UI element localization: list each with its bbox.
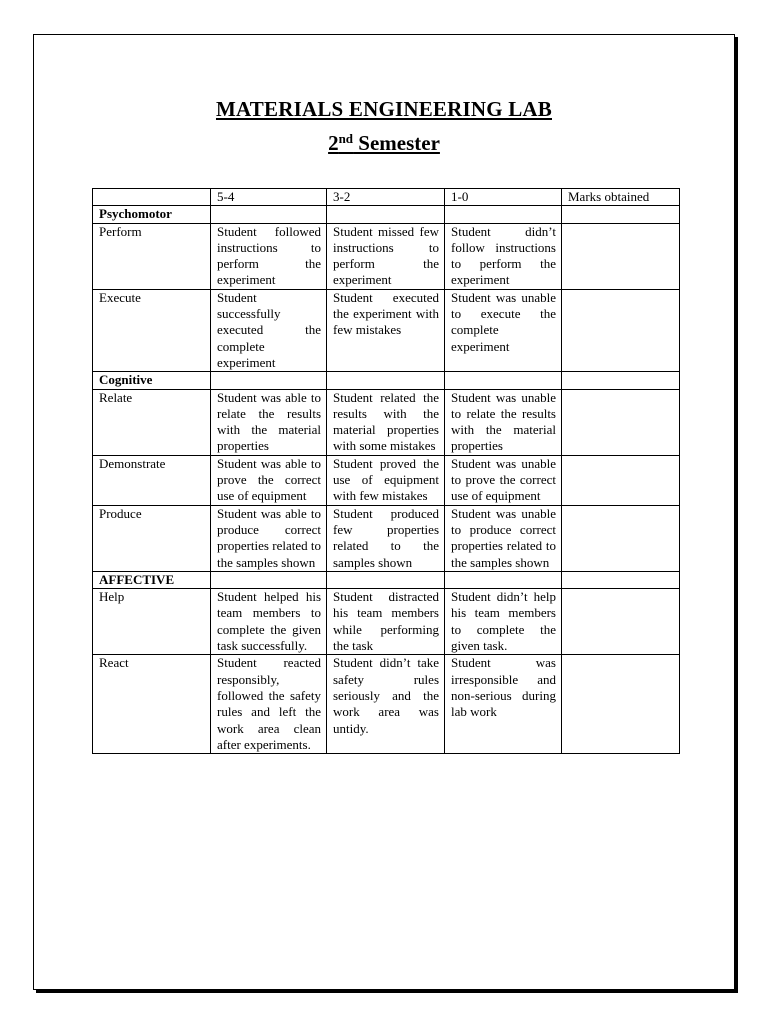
section-row-cognitive <box>93 372 680 389</box>
table-row <box>93 655 680 754</box>
descriptor-cell: Student helped his team members to complete the given task successfully. <box>211 589 327 655</box>
criterion-cell: Help <box>93 589 211 655</box>
descriptor-cell: Student didn’t take safety rules seriously and the work area was untidy. <box>327 655 445 754</box>
document-title: MATERIALS ENGINEERING LAB <box>215 97 552 121</box>
descriptor-cell: Student was able to prove the correct use of equipment <box>211 455 327 505</box>
criterion-cell: Perform <box>93 223 211 289</box>
header-cell-5-4: 5-4 <box>211 189 327 206</box>
descriptor-cell: Student was unable to relate the results with the material properties <box>445 389 562 455</box>
descriptor-cell: Student was unable to execute the complete experiment <box>445 289 562 371</box>
criterion-cell: React <box>93 655 211 754</box>
descriptor-cell: Student successfully executed the complete experiment <box>211 289 327 371</box>
marks-cell[interactable] <box>562 389 680 455</box>
descriptor-cell: Student was unable to produce correct properties related to the samples shown <box>445 505 562 571</box>
descriptor-cell: Student proved the use of equipment with few mistakes <box>327 455 445 505</box>
criterion-cell: Produce <box>93 505 211 571</box>
table-row <box>93 455 680 505</box>
marks-cell[interactable] <box>562 589 680 655</box>
descriptor-cell: Student reacted responsibly, followed the safety rules and left the work area clean after experiments. <box>211 655 327 754</box>
descriptor-cell: Student didn’t help his team members to complete the given task. <box>445 589 562 655</box>
subtitle-ordinal: 2 <box>328 131 339 155</box>
subtitle-text: Semester <box>353 131 440 155</box>
marks-cell[interactable] <box>562 455 680 505</box>
table-row <box>93 389 680 455</box>
table-row <box>93 223 680 289</box>
descriptor-cell: Student executed the experiment with few mistakes <box>327 289 445 371</box>
section-label: Cognitive <box>93 372 211 389</box>
section-row-psychomotor <box>93 206 680 223</box>
descriptor-cell: Student missed few instructions to perform the experiment <box>327 223 445 289</box>
table-row <box>93 289 680 371</box>
rubric-table <box>92 188 680 754</box>
header-row <box>93 189 680 206</box>
criterion-cell: Demonstrate <box>93 455 211 505</box>
subtitle-ordinal-suffix: nd <box>338 131 354 146</box>
table-row <box>93 505 680 571</box>
descriptor-cell: Student was able to relate the results with the material properties <box>211 389 327 455</box>
marks-cell[interactable] <box>562 655 680 754</box>
criterion-cell: Execute <box>93 289 211 371</box>
marks-cell[interactable] <box>562 505 680 571</box>
marks-cell[interactable] <box>562 289 680 371</box>
section-label: Psychomotor <box>93 206 211 223</box>
header-cell-criterion <box>93 189 211 206</box>
descriptor-cell: Student was able to produce correct properties related to the samples shown <box>211 505 327 571</box>
table-row <box>93 589 680 655</box>
header-cell-marks: Marks obtained <box>562 189 680 206</box>
section-label: AFFECTIVE <box>93 571 211 588</box>
descriptor-cell: Student was unable to prove the correct use of equipment <box>445 455 562 505</box>
descriptor-cell: Student didn’t follow instructions to perform the experiment <box>445 223 562 289</box>
descriptor-cell: Student produced few properties related to the samples shown <box>327 505 445 571</box>
header-cell-1-0: 1-0 <box>445 189 562 206</box>
document-subtitle <box>0 131 768 156</box>
descriptor-cell: Student distracted his team members while performing the task <box>327 589 445 655</box>
descriptor-cell: Student was irresponsible and non-serious during lab work <box>445 655 562 754</box>
section-row-affective <box>93 571 680 588</box>
marks-cell[interactable] <box>562 223 680 289</box>
descriptor-cell: Student followed instructions to perform the experiment <box>211 223 327 289</box>
descriptor-cell: Student related the results with the material properties with some mistakes <box>327 389 445 455</box>
criterion-cell: Relate <box>93 389 211 455</box>
header-cell-3-2: 3-2 <box>327 189 445 206</box>
